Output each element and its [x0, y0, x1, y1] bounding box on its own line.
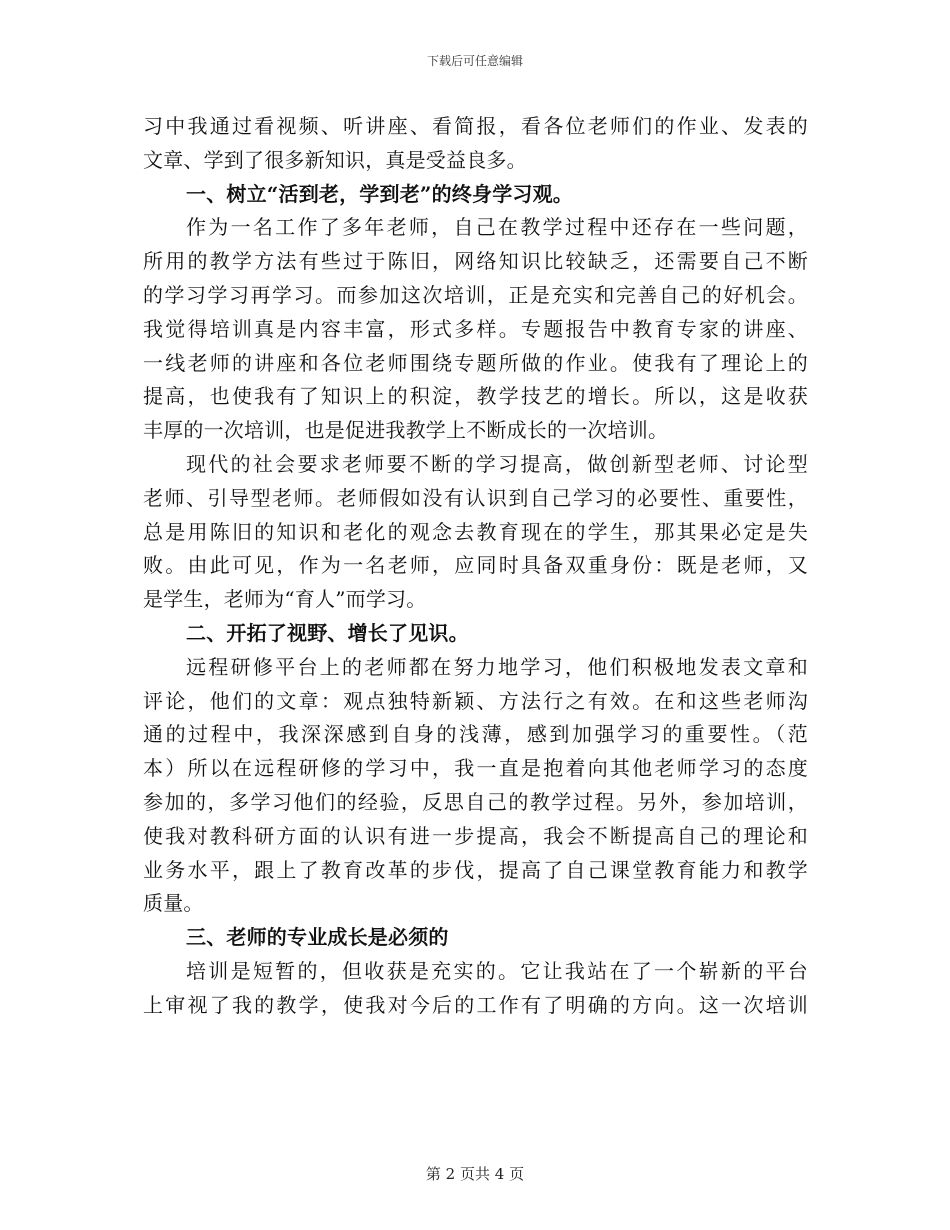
paragraph-line: 提高，也使我有了知识上的积淀，教学技艺的增长。所以，这是收获 [143, 384, 808, 409]
paragraph-line: 现代的社会要求老师要不断的学习提高，做创新型老师、讨论型 [186, 451, 808, 476]
paragraph-line: 一线老师的讲座和各位老师围绕专题所做的作业。使我有了理论上的 [143, 350, 808, 375]
paragraph-line: 败。由此可见，作为一名老师，应同时具备双重身份：既是老师，又 [143, 553, 808, 578]
paragraph-line: 上审视了我的教学，使我对今后的工作有了明确的方向。这一次培训 [143, 992, 808, 1017]
paragraph-line: 的学习学习再学习。而参加这次培训，正是充实和完善自己的好机会。 [143, 282, 808, 307]
paragraph-line: 我觉得培训真是内容丰富，形式多样。专题报告中教育专家的讲座、 [143, 316, 808, 341]
paragraph-line: 文章、学到了很多新知识，真是受益良多。 [143, 147, 527, 172]
paragraph-line: 参加的，多学习他们的经验，反思自己的教学过程。另外，参加培训， [143, 789, 808, 814]
paragraph-line: 评论，他们的文章：观点独特新颖、方法行之有效。在和这些老师沟 [143, 688, 808, 713]
section-heading-3: 三、老师的专业成长是必须的 [186, 925, 449, 950]
section-heading-1: 一、树立“活到老，学到老”的终身学习观。 [186, 181, 574, 206]
paragraph-line: 丰厚的一次培训，也是促进我教学上不断成长的一次培训。 [143, 418, 669, 443]
paragraph-line: 本）所以在远程研修的学习中，我一直是抱着向其他老师学习的态度 [143, 756, 808, 781]
paragraph-line: 作为一名工作了多年老师，自己在教学过程中还存在一些问题， [186, 215, 808, 240]
paragraph-line: 远程研修平台上的老师都在努力地学习，他们积极地发表文章和 [186, 654, 808, 679]
paragraph-line: 老师、引导型老师。老师假如没有认识到自己学习的必要性、重要性， [143, 485, 808, 510]
page-footer: 第 2 页共 4 页 [425, 1165, 525, 1183]
paragraph-line: 使我对教科研方面的认识有进一步提高，我会不断提高自己的理论和 [143, 823, 808, 848]
document-body [143, 110, 808, 1023]
paragraph-line: 业务水平，跟上了教育改革的步伐，提高了自己课堂教育能力和教学 [143, 857, 808, 882]
paragraph-line: 培训是短暂的，但收获是充实的。它让我站在了一个崭新的平台 [186, 958, 808, 983]
section-heading-2: 二、开拓了视野、增长了见识。 [186, 620, 469, 645]
paragraph-line: 总是用陈旧的知识和老化的观念去教育现在的学生，那其果必定是失 [143, 519, 808, 544]
page-header: 下载后可任意编辑 [426, 54, 523, 68]
paragraph-line: 所用的教学方法有些过于陈旧，网络知识比较缺乏，还需要自己不断 [143, 249, 808, 274]
paragraph-line: 习中我通过看视频、听讲座、看简报，看各位老师们的作业、发表的 [143, 114, 808, 138]
paragraph-line: 通的过程中，我深深感到自身的浅薄，感到加强学习的重要性。（范 [143, 722, 808, 747]
paragraph-line: 质量。 [143, 891, 204, 916]
paragraph-line: 是学生，老师为“育人”而学习。 [143, 587, 427, 612]
